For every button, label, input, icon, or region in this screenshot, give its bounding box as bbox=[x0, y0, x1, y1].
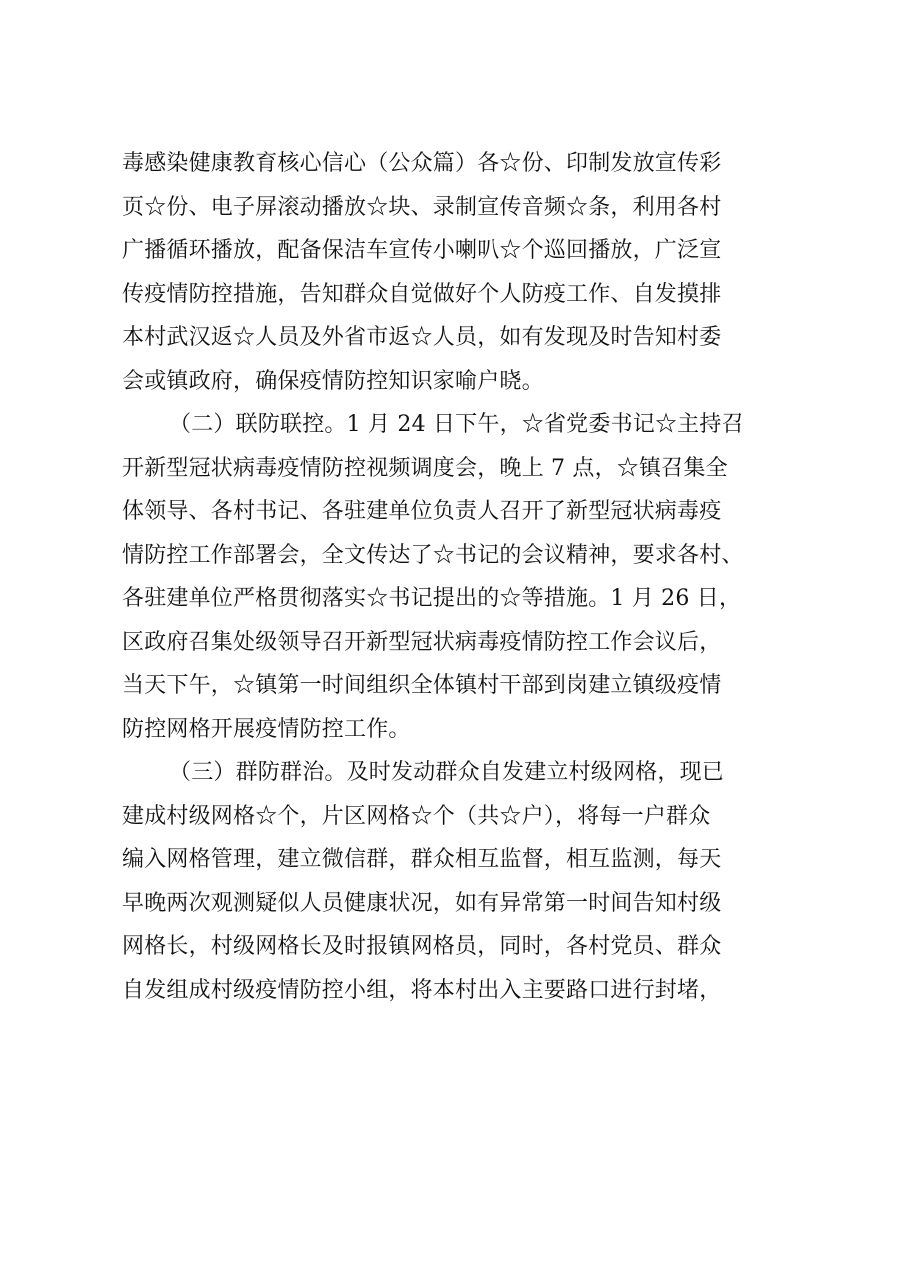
paragraph-2 bbox=[122, 403, 812, 751]
text-line: （二）联防联控。1 月 24 日下午，☆省党委书记☆主持召 bbox=[169, 412, 744, 437]
text-line: 当天下午，☆镇第一时间组织全体镇村干部到岗建立镇级疫情 bbox=[122, 673, 722, 698]
text-line: 毒感染健康教育核心信心（公众篇）各☆份、印制发放宣传彩 bbox=[122, 151, 722, 176]
text-line: 编入网格管理，建立微信群，群众相互监督，相互监测，每天 bbox=[122, 847, 722, 872]
text-line: 防控网格开展疫情防控工作。 bbox=[122, 716, 411, 742]
text-line: 各驻建单位严格贯彻落实☆书记提出的☆等措施。1 月 26 日， bbox=[122, 586, 742, 611]
text-line: 自发组成村级疫情防控小组，将本村出入主要路口进行封堵， bbox=[122, 977, 722, 1003]
text-line: 会或镇政府，确保疫情防控知识家喻户晓。 bbox=[122, 368, 544, 394]
text-line: 开新型冠状病毒疫情防控视频调度会，晚上 7 点，☆镇召集全 bbox=[122, 455, 728, 481]
text-line: 建成村级网格☆个，片区网格☆个（共☆户），将每一户群众 bbox=[122, 803, 711, 829]
text-line: 广播循环播放，配备保洁车宣传小喇叭☆个巡回播放，广泛宣 bbox=[122, 238, 722, 263]
text-line: 网格长，村级网格长及时报镇网格员，同时，各村党员、群众 bbox=[122, 934, 722, 959]
document-body bbox=[122, 142, 812, 1012]
paragraph-1 bbox=[122, 142, 812, 403]
text-line: 区政府召集处级领导召开新型冠状病毒疫情防控工作会议后， bbox=[122, 629, 722, 655]
text-line: （三）群防群治。及时发动群众自发建立村级网格，现已 bbox=[169, 760, 725, 785]
text-line: 本村武汉返☆人员及外省市返☆人员，如有发现及时告知村委 bbox=[122, 325, 722, 350]
text-line: 情防控工作部署会，全文传达了☆书记的会议精神，要求各村、 bbox=[122, 542, 744, 568]
text-line: 传疫情防控措施，告知群众自觉做好个人防疫工作、自发摸排 bbox=[122, 281, 722, 307]
text-line: 早晚两次观测疑似人员健康状况，如有异常第一时间告知村级 bbox=[122, 890, 722, 916]
text-line: 页☆份、电子屏滚动播放☆块、录制宣传音频☆条，利用各村 bbox=[122, 194, 722, 220]
paragraph-3 bbox=[122, 751, 812, 1012]
text-line: 体领导、各村书记、各驻建单位负责人召开了新型冠状病毒疫 bbox=[122, 499, 722, 524]
